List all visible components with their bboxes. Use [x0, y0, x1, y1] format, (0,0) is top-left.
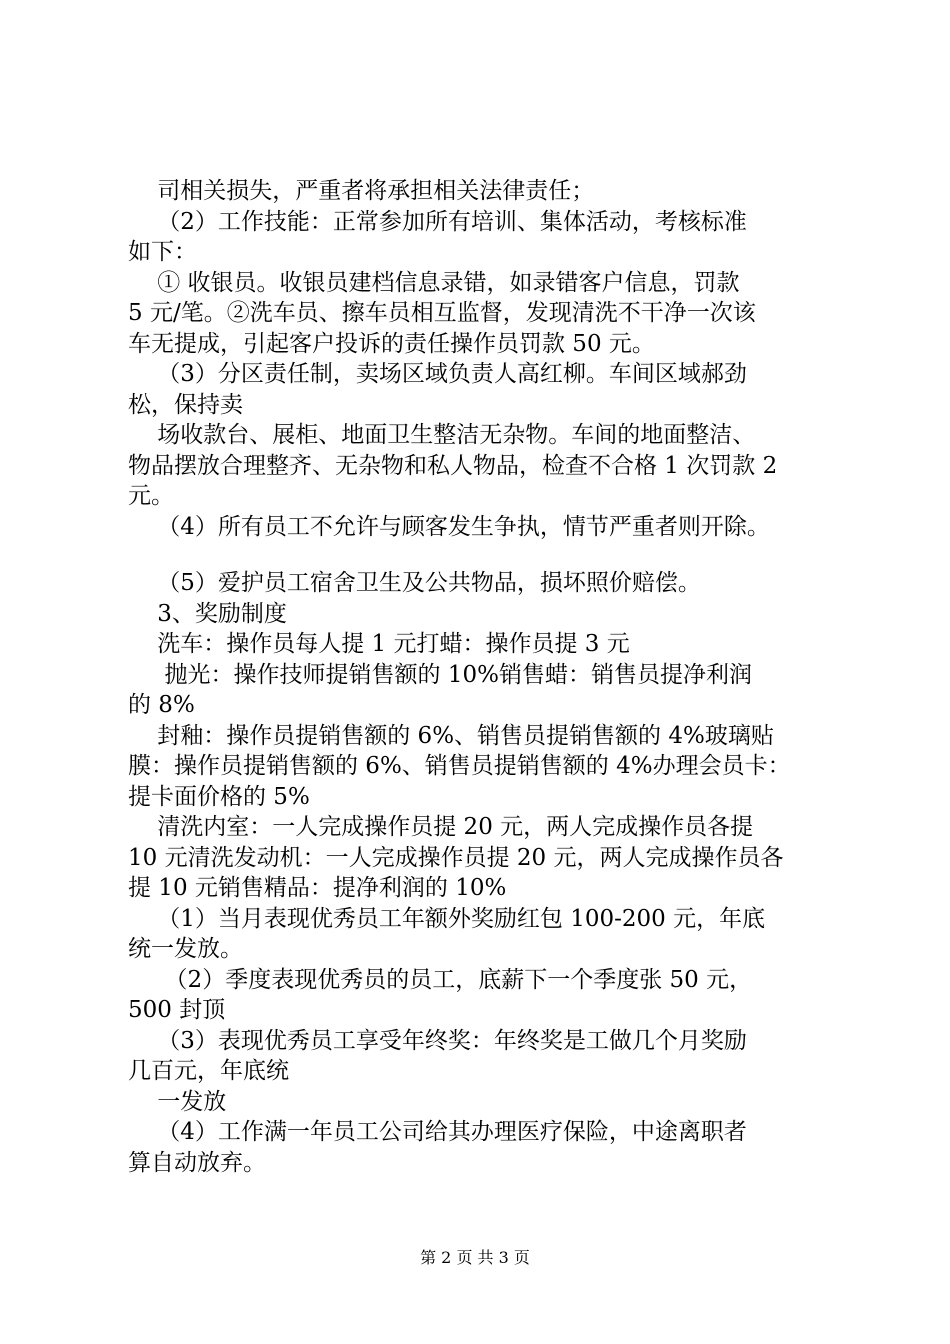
text-line: 统一发放。 — [128, 936, 243, 962]
text-line: 提卡面价格的 5% — [128, 783, 310, 810]
text-line: （1）当月表现优秀员工年额外奖励红包 100-200 元，年底 — [128, 905, 766, 932]
text-line: 如下： — [128, 239, 197, 265]
text-line: 5 元/笔。②洗车员、擦车员相互监督，发现清洗不干净一次该 — [128, 300, 756, 326]
page-footer: 第 2 页 共 3 页 — [420, 1248, 530, 1267]
text-line: （4）工作满一年员工公司给其办理医疗保险，中途离职者 — [128, 1119, 747, 1145]
text-line: （3）表现优秀员工享受年终奖：年终奖是工做几个月奖励 — [128, 1027, 747, 1054]
text-line: ① 收银员。收银员建档信息录错，如录错客户信息，罚款 — [128, 269, 740, 296]
text-line: 500 封顶 — [128, 997, 226, 1023]
text-line: 几百元，年底统 — [128, 1058, 289, 1084]
text-line: 膜：操作员提销售额的 6%、销售员提销售额的 4%办理会员卡： — [128, 753, 791, 779]
text-line: （5）爱护员工宿舍卫生及公共物品，损坏照价赔偿。 — [128, 570, 701, 596]
text-line: 元。 — [128, 483, 174, 509]
text-line: 车无提成，引起客户投诉的责任操作员罚款 50 元。 — [128, 330, 655, 357]
text-line: 抛光：操作技师提销售额的 10%销售蜡：销售员提净利润 — [128, 661, 752, 688]
paragraph-gap — [128, 542, 834, 568]
text-line: （3）分区责任制，卖场区域负责人高红柳。车间区域郝劲 — [128, 361, 747, 387]
document-body — [128, 176, 834, 1178]
text-line: 清洗内室：一人完成操作员提 20 元，两人完成操作员各提 — [128, 814, 754, 840]
text-line: 10 元清洗发动机：一人完成操作员提 20 元，两人完成操作员各 — [128, 844, 784, 871]
section-heading: 3、奖励制度 — [128, 600, 287, 627]
text-line: （4）所有员工不允许与顾客发生争执，情节严重者则开除。 — [128, 513, 770, 540]
text-line: 松，保持卖 — [128, 391, 243, 418]
text-line: 司相关损失，严重者将承担相关法律责任； — [128, 178, 595, 204]
text-line: （2）季度表现优秀员的员工，底薪下一个季度张 50 元， — [128, 966, 753, 993]
text-line: 封釉：操作员提销售额的 6%、销售员提销售额的 4%玻璃贴 — [128, 722, 774, 749]
text-line: 提 10 元销售精品：提净利润的 10% — [128, 875, 507, 901]
text-line: 洗车：操作员每人提 1 元打蜡：操作员提 3 元 — [128, 631, 630, 657]
text-line: 的 8% — [128, 692, 195, 718]
text-line: 场收款台、展柜、地面卫生整洁无杂物。车间的地面整洁、 — [128, 422, 756, 448]
text-line: 物品摆放合理整齐、无杂物和私人物品，检查不合格 1 次罚款 2 — [128, 452, 778, 479]
text-line: 一发放 — [128, 1088, 227, 1115]
text-line: 算自动放弃。 — [128, 1149, 266, 1176]
text-line: （2）工作技能：正常参加所有培训、集体活动，考核标准 — [128, 208, 747, 235]
